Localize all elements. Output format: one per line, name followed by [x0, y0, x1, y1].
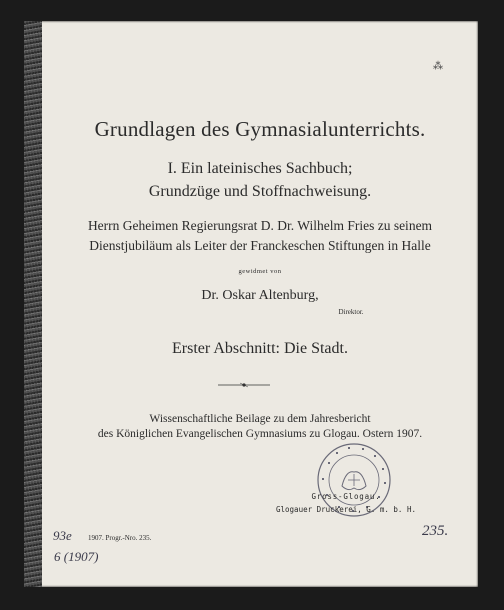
handwritten-number: 235.	[422, 523, 449, 539]
document-title: Grundlagen des Gymnasialunterrichts.	[94, 117, 426, 141]
subtitle-line-2: Grundzüge und Stoffnachweisung.	[148, 183, 372, 200]
handwritten-shelfmark-1: 93e	[53, 528, 72, 543]
document-page	[24, 21, 478, 587]
author-name: Dr. Oskar Altenburg,	[201, 288, 319, 303]
section-heading: Erster Abschnitt: Die Stadt.	[172, 340, 348, 357]
author-role: Direktor.	[338, 308, 364, 316]
printer-name: Glogauer Druckerei, G. m. b. H.	[276, 505, 416, 514]
ornament-divider	[218, 382, 270, 388]
subtitle-line-1: I. Ein lateinisches Sachbuch;	[167, 160, 353, 177]
handwritten-shelfmark-2: 6 (1907)	[54, 549, 99, 564]
dedication-line-2: Dienstjubiläum als Leiter der Franckeschen Stiftungen in Halle	[89, 238, 431, 253]
corner-mark: ⁂	[433, 61, 443, 72]
printer-city: Gross-Glogau.	[311, 492, 381, 501]
beilage-line-2: des Königlichen Evangelischen Gymnasiums zu Glogau. Ostern 1907.	[97, 428, 423, 440]
program-number: 1907. Progr.-Nro. 235.	[88, 534, 152, 542]
binding-spine	[24, 21, 42, 587]
beilage-line-1: Wissenschaftliche Beilage zu dem Jahresbericht	[149, 413, 371, 425]
dedicated-by: gewidmet von	[238, 268, 282, 275]
dedication-line-1: Herrn Geheimen Regierungsrat D. Dr. Wilhelm Fries zu seinem	[87, 218, 433, 233]
